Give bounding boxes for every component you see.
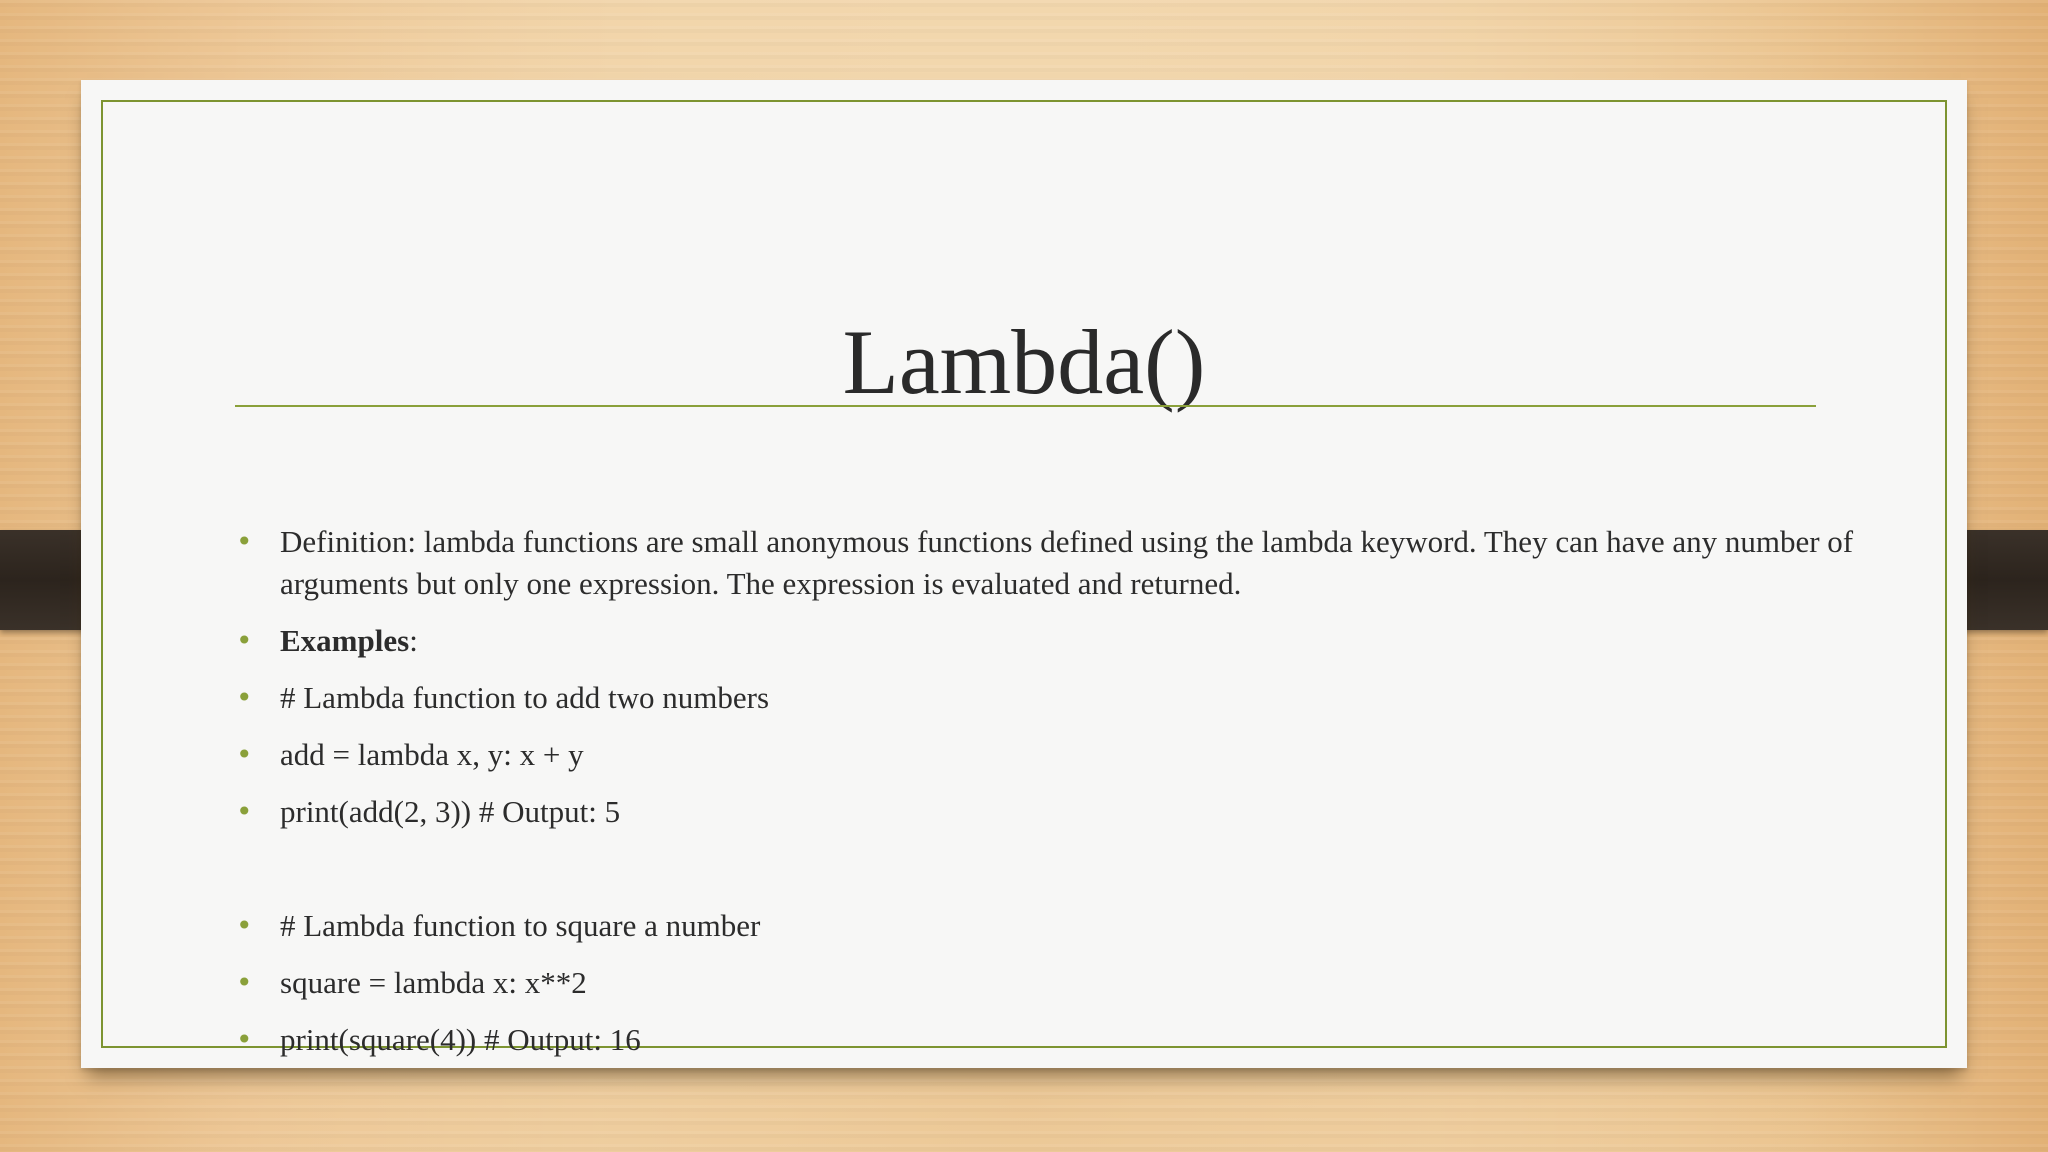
bullet-item-definition — [235, 521, 1855, 605]
bullet-item-add-print — [235, 791, 1855, 833]
bullet-dot-icon: • — [236, 966, 253, 999]
bullet-item-square-code — [235, 962, 1855, 1004]
bullet-spacer — [235, 848, 1855, 890]
bullet-dot-icon: • — [236, 624, 253, 657]
bullet-dot-icon: • — [236, 795, 253, 828]
bullet-text: Definition: lambda functions are small anonymous functions defined using the lambda keyword. They can have any number of arguments but only one expression. The expression is evaluated and returned. — [280, 524, 1854, 601]
bullet-dot-icon: • — [236, 681, 253, 714]
bullet-text: : — [409, 623, 418, 658]
bullet-list — [235, 521, 1855, 1076]
slide-title: Lambda() — [842, 311, 1206, 413]
bullet-text: print(square(4)) # Output: 16 — [280, 1022, 641, 1057]
bullet-text: add = lambda x, y: x + y — [280, 737, 584, 772]
bullet-item-square-print — [235, 1019, 1855, 1061]
bullet-dot-icon: • — [236, 1023, 253, 1056]
bullet-text: # Lambda function to add two numbers — [280, 680, 770, 715]
bullet-dot-icon: • — [236, 738, 253, 771]
bullet-item-examples — [235, 620, 1855, 662]
bullet-item-square-comment — [235, 905, 1855, 947]
bullet-item-add-comment — [235, 677, 1855, 719]
slide-paper — [81, 80, 1967, 1068]
bullet-bold-text: Examples — [280, 623, 410, 658]
bullet-dot-icon: • — [236, 909, 253, 942]
bullet-text: print(add(2, 3)) # Output: 5 — [280, 794, 621, 829]
bullet-dot-icon: • — [236, 525, 253, 558]
bullet-text: # Lambda function to square a number — [280, 908, 761, 943]
bullet-text: square = lambda x: x**2 — [280, 965, 587, 1000]
title-divider — [235, 405, 1816, 407]
bullet-item-add-code — [235, 734, 1855, 776]
